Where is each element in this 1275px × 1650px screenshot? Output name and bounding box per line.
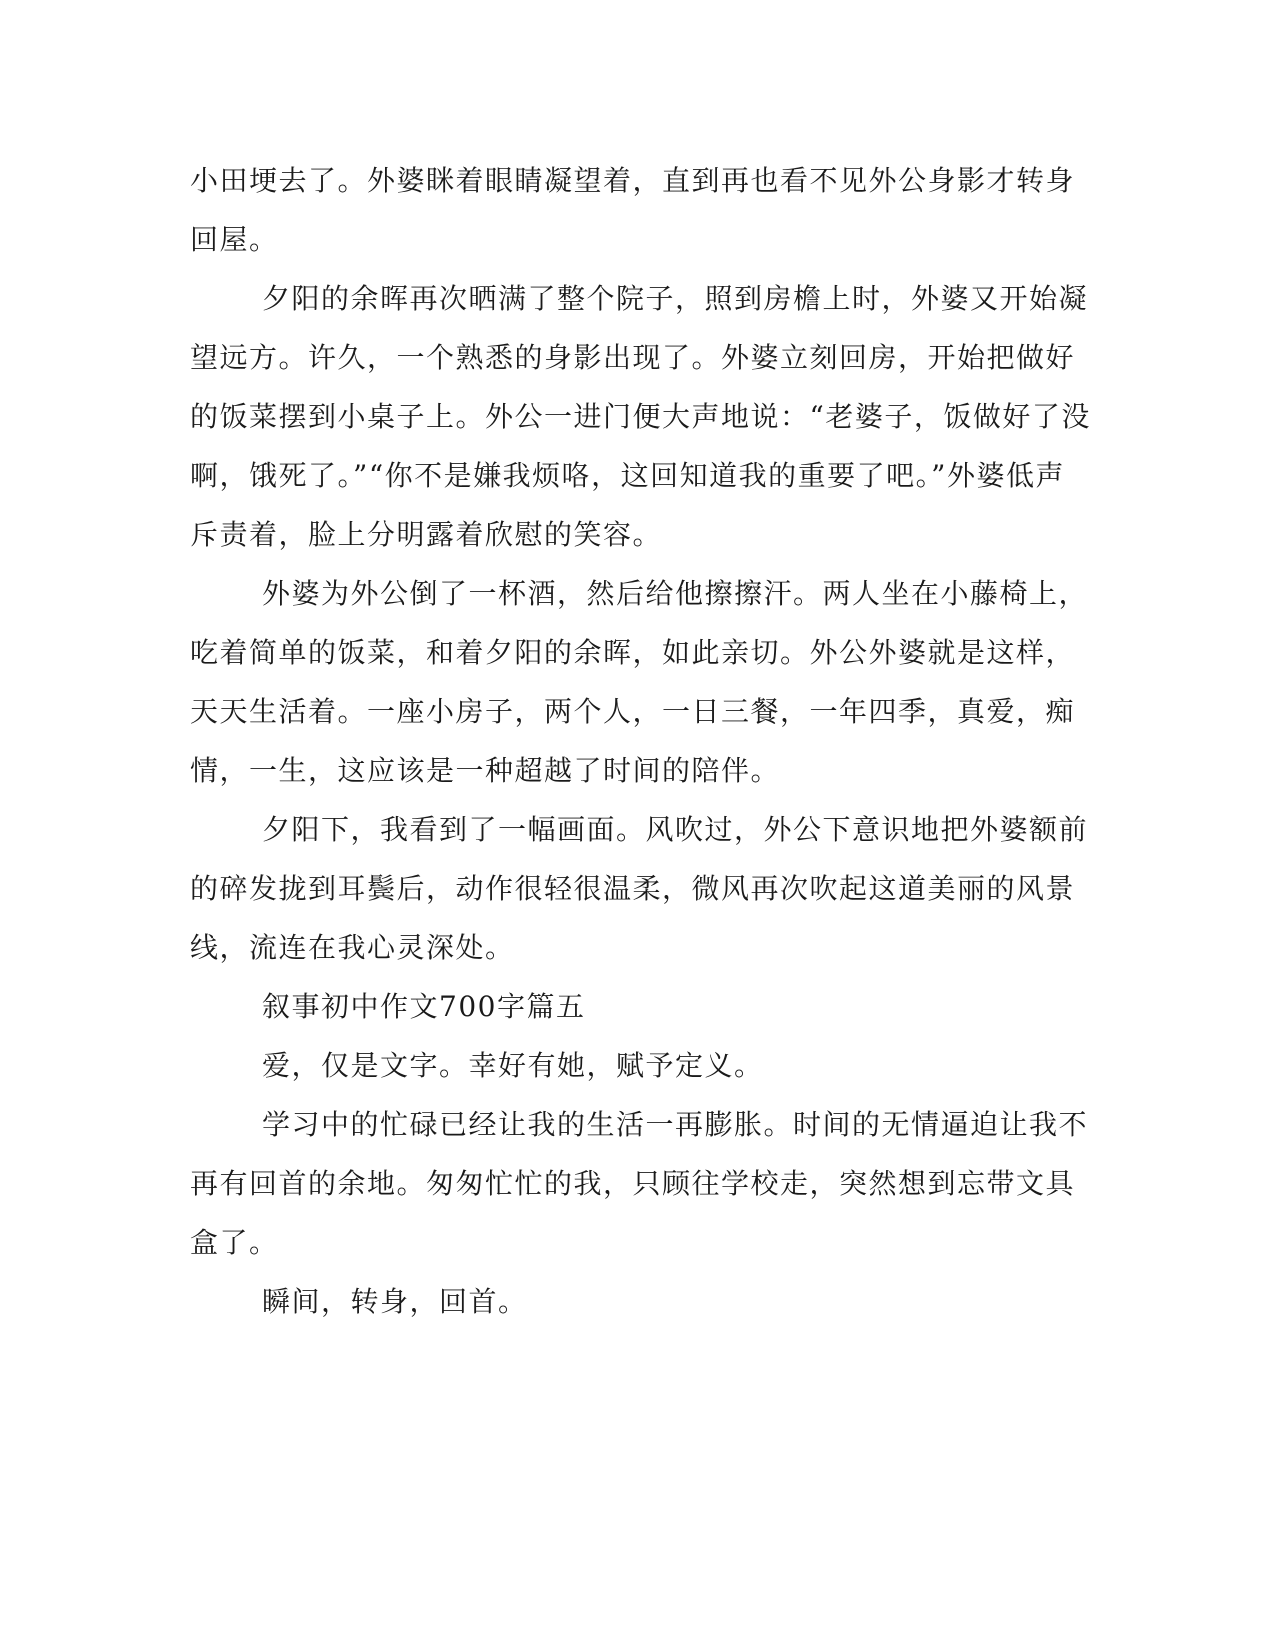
text-line: 小田埂去了。外婆眯着眼睛凝望着，直到再也看不见外公身影才转身 (190, 164, 1076, 197)
paragraph-start-line: 夕阳的余晖再次晒满了整个院子，照到房檐上时，外婆又开始凝 (262, 282, 1089, 315)
text-line: 回屋。 (190, 223, 279, 256)
text-line: 的碎发拢到耳鬓后，动作很轻很温柔，微风再次吹起这道美丽的风景 (190, 872, 1076, 905)
text-line: 再有回首的余地。匆匆忙忙的我，只顾往学校走，突然想到忘带文具 (190, 1167, 1076, 1200)
paragraph-start-line: 夕阳下，我看到了一幅画面。风吹过，外公下意识地把外婆额前 (262, 813, 1089, 846)
paragraph-start-line: 瞬间，转身，回首。 (262, 1285, 528, 1318)
text-line: 啊，饿死了。”“你不是嫌我烦咯，这回知道我的重要了吧。”外婆低声 (190, 459, 1065, 492)
text-line: 线，流连在我心灵深处。 (190, 931, 515, 964)
text-line: 盒了。 (190, 1226, 279, 1259)
text-line: 斥责着，脸上分明露着欣慰的笑容。 (190, 518, 663, 551)
section-heading: 叙事初中作文700字篇五 (262, 990, 586, 1023)
text-line: 情，一生，这应该是一种超越了时间的陪伴。 (190, 754, 781, 787)
text-line: 吃着简单的饭菜，和着夕阳的余晖，如此亲切。外公外婆就是这样， (190, 636, 1076, 669)
paragraph-start-line: 学习中的忙碌已经让我的生活一再膨胀。时间的无情逼迫让我不 (262, 1108, 1089, 1141)
paragraph-start-line: 外婆为外公倒了一杯酒，然后给他擦擦汗。两人坐在小藤椅上， (262, 577, 1089, 610)
paragraph-start-line: 爱，仅是文字。幸好有她，赋予定义。 (262, 1049, 764, 1082)
text-line: 天天生活着。一座小房子，两个人，一日三餐，一年四季，真爱，痴 (190, 695, 1076, 728)
text-line: 的饭菜摆到小桌子上。外公一进门便大声地说：“老婆子，饭做好了没 (190, 400, 1091, 433)
text-line: 望远方。许久，一个熟悉的身影出现了。外婆立刻回房，开始把做好 (190, 341, 1076, 374)
